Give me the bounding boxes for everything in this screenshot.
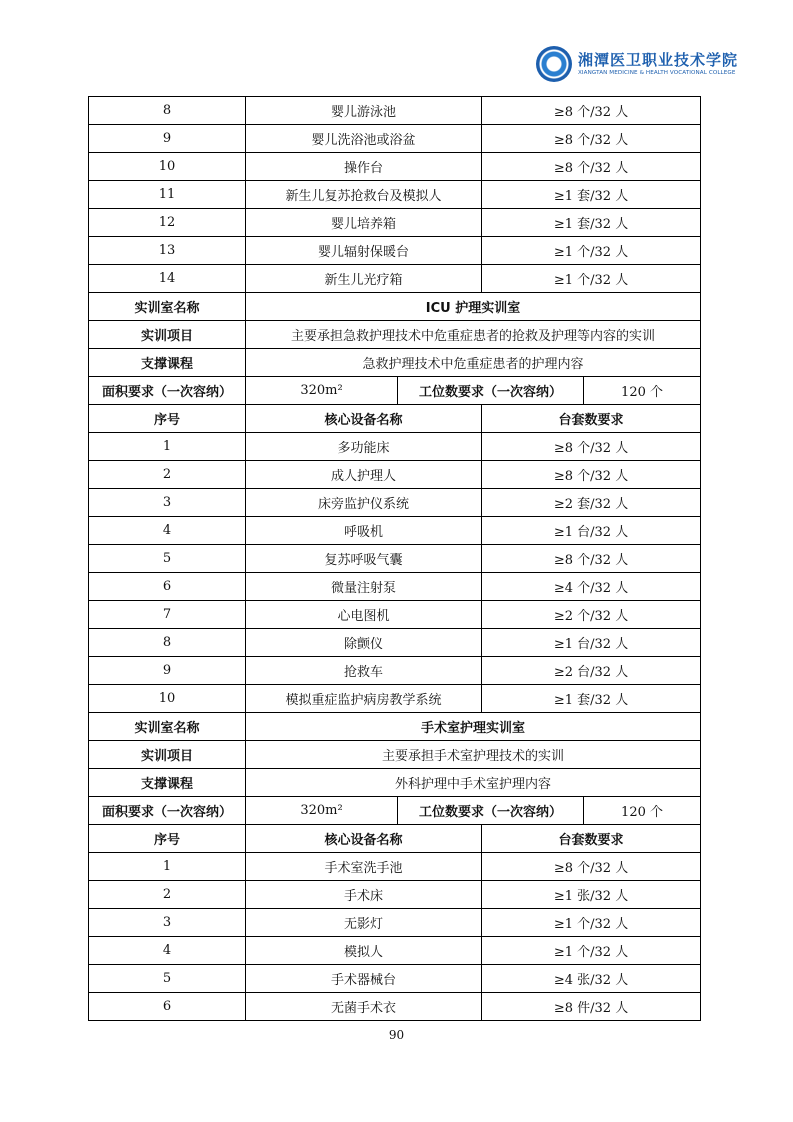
equipment-name: 多功能床 bbox=[246, 433, 482, 461]
project-label: 实训项目 bbox=[89, 741, 246, 769]
equipment-name: 婴儿辐射保暖台 bbox=[246, 237, 482, 265]
row-number: 8 bbox=[89, 629, 246, 657]
col-no-header: 序号 bbox=[89, 825, 246, 853]
row-number: 8 bbox=[89, 97, 246, 125]
equipment-name: 除颤仪 bbox=[246, 629, 482, 657]
area-label: 面积要求（一次容纳） bbox=[89, 797, 246, 825]
area-label: 面积要求（一次容纳） bbox=[89, 377, 246, 405]
project-value: 主要承担手术室护理技术的实训 bbox=[246, 741, 701, 769]
equipment-name: 呼吸机 bbox=[246, 517, 482, 545]
equipment-name: 婴儿游泳池 bbox=[246, 97, 482, 125]
row-number: 1 bbox=[89, 433, 246, 461]
equipment-table bbox=[88, 96, 701, 1021]
room-name-row bbox=[89, 293, 701, 321]
equipment-quantity: ≥2 台/32 人 bbox=[482, 657, 701, 685]
col-no-header: 序号 bbox=[89, 405, 246, 433]
stations-value: 120 个 bbox=[584, 377, 701, 405]
equipment-name: 成人护理人 bbox=[246, 461, 482, 489]
equipment-quantity: ≥1 个/32 人 bbox=[482, 265, 701, 293]
table-row bbox=[89, 237, 701, 265]
equipment-name: 新生儿复苏抢救台及模拟人 bbox=[246, 181, 482, 209]
area-value: 320m² bbox=[246, 797, 398, 825]
equipment-name: 无影灯 bbox=[246, 909, 482, 937]
equipment-quantity: ≥4 个/32 人 bbox=[482, 573, 701, 601]
row-number: 13 bbox=[89, 237, 246, 265]
row-number: 3 bbox=[89, 909, 246, 937]
table-row bbox=[89, 545, 701, 573]
table-row bbox=[89, 489, 701, 517]
table-row bbox=[89, 937, 701, 965]
equipment-quantity: ≥2 套/32 人 bbox=[482, 489, 701, 517]
room-name: ICU 护理实训室 bbox=[246, 293, 701, 321]
equipment-name: 模拟重症监护病房教学系统 bbox=[246, 685, 482, 713]
row-number: 5 bbox=[89, 545, 246, 573]
equipment-quantity: ≥8 个/32 人 bbox=[482, 545, 701, 573]
table-row bbox=[89, 461, 701, 489]
equipment-name: 婴儿洗浴池或浴盆 bbox=[246, 125, 482, 153]
equipment-quantity: ≥1 个/32 人 bbox=[482, 937, 701, 965]
row-number: 6 bbox=[89, 573, 246, 601]
page-number: 90 bbox=[388, 1028, 405, 1042]
room-name: 手术室护理实训室 bbox=[246, 713, 701, 741]
table-row bbox=[89, 517, 701, 545]
table-row bbox=[89, 97, 701, 125]
equipment-quantity: ≥1 套/32 人 bbox=[482, 685, 701, 713]
equipment-quantity: ≥8 个/32 人 bbox=[482, 97, 701, 125]
row-number: 12 bbox=[89, 209, 246, 237]
col-qty-header: 台套数要求 bbox=[482, 405, 701, 433]
row-number: 10 bbox=[89, 685, 246, 713]
equipment-name: 复苏呼吸气囊 bbox=[246, 545, 482, 573]
equipment-quantity: ≥8 个/32 人 bbox=[482, 433, 701, 461]
equipment-quantity: ≥1 个/32 人 bbox=[482, 909, 701, 937]
col-name-header: 核心设备名称 bbox=[246, 825, 482, 853]
row-number: 9 bbox=[89, 657, 246, 685]
equipment-name: 模拟人 bbox=[246, 937, 482, 965]
table-row bbox=[89, 209, 701, 237]
equipment-quantity: ≥8 个/32 人 bbox=[482, 853, 701, 881]
table-row bbox=[89, 601, 701, 629]
course-value: 外科护理中手术室护理内容 bbox=[246, 769, 701, 797]
equipment-name: 手术器械台 bbox=[246, 965, 482, 993]
table-row bbox=[89, 265, 701, 293]
course-value: 急救护理技术中危重症患者的护理内容 bbox=[246, 349, 701, 377]
project-row bbox=[89, 741, 701, 769]
table-row bbox=[89, 629, 701, 657]
row-number: 9 bbox=[89, 125, 246, 153]
course-row bbox=[89, 349, 701, 377]
row-number: 6 bbox=[89, 993, 246, 1021]
row-number: 5 bbox=[89, 965, 246, 993]
course-label: 支撑课程 bbox=[89, 349, 246, 377]
project-label: 实训项目 bbox=[89, 321, 246, 349]
table-row bbox=[89, 573, 701, 601]
row-number: 3 bbox=[89, 489, 246, 517]
col-name-header: 核心设备名称 bbox=[246, 405, 482, 433]
equipment-quantity: ≥8 个/32 人 bbox=[482, 125, 701, 153]
course-row bbox=[89, 769, 701, 797]
table-row bbox=[89, 125, 701, 153]
equipment-name: 手术室洗手池 bbox=[246, 853, 482, 881]
equipment-name: 新生儿光疗箱 bbox=[246, 265, 482, 293]
equipment-name: 床旁监护仪系统 bbox=[246, 489, 482, 517]
area-row bbox=[89, 797, 701, 825]
table-row bbox=[89, 993, 701, 1021]
project-value: 主要承担急救护理技术中危重症患者的抢救及护理等内容的实训 bbox=[246, 321, 701, 349]
equipment-quantity: ≥1 套/32 人 bbox=[482, 181, 701, 209]
equipment-quantity: ≥1 台/32 人 bbox=[482, 629, 701, 657]
equipment-name: 婴儿培养箱 bbox=[246, 209, 482, 237]
project-row bbox=[89, 321, 701, 349]
table-row bbox=[89, 881, 701, 909]
equipment-name: 操作台 bbox=[246, 153, 482, 181]
row-number: 11 bbox=[89, 181, 246, 209]
equipment-name: 手术床 bbox=[246, 881, 482, 909]
row-number: 14 bbox=[89, 265, 246, 293]
table-row bbox=[89, 685, 701, 713]
area-value: 320m² bbox=[246, 377, 398, 405]
equipment-name: 心电图机 bbox=[246, 601, 482, 629]
stations-label: 工位数要求（一次容纳） bbox=[398, 377, 584, 405]
row-number: 10 bbox=[89, 153, 246, 181]
course-label: 支撑课程 bbox=[89, 769, 246, 797]
column-header-row bbox=[89, 405, 701, 433]
equipment-quantity: ≥1 套/32 人 bbox=[482, 209, 701, 237]
college-seal-icon bbox=[536, 46, 572, 82]
table-row bbox=[89, 657, 701, 685]
room-name-row bbox=[89, 713, 701, 741]
row-number: 1 bbox=[89, 853, 246, 881]
table-row bbox=[89, 433, 701, 461]
equipment-quantity: ≥4 张/32 人 bbox=[482, 965, 701, 993]
room-name-label: 实训室名称 bbox=[89, 713, 246, 741]
row-number: 4 bbox=[89, 517, 246, 545]
equipment-quantity: ≥8 个/32 人 bbox=[482, 461, 701, 489]
col-qty-header: 台套数要求 bbox=[482, 825, 701, 853]
equipment-name: 微量注射泵 bbox=[246, 573, 482, 601]
table-row bbox=[89, 853, 701, 881]
area-row bbox=[89, 377, 701, 405]
row-number: 4 bbox=[89, 937, 246, 965]
table-row bbox=[89, 909, 701, 937]
equipment-quantity: ≥1 个/32 人 bbox=[482, 237, 701, 265]
equipment-quantity: ≥8 件/32 人 bbox=[482, 993, 701, 1021]
equipment-quantity: ≥2 个/32 人 bbox=[482, 601, 701, 629]
stations-value: 120 个 bbox=[584, 797, 701, 825]
logo-name: 湘潭医卫职业技术学院 bbox=[578, 51, 739, 69]
equipment-quantity: ≥8 个/32 人 bbox=[482, 153, 701, 181]
equipment-quantity: ≥1 台/32 人 bbox=[482, 517, 701, 545]
table-row bbox=[89, 153, 701, 181]
table-row bbox=[89, 965, 701, 993]
equipment-name: 抢救车 bbox=[246, 657, 482, 685]
table-row bbox=[89, 181, 701, 209]
college-logo bbox=[536, 46, 739, 86]
row-number: 2 bbox=[89, 461, 246, 489]
equipment-name: 无菌手术衣 bbox=[246, 993, 482, 1021]
row-number: 2 bbox=[89, 881, 246, 909]
room-name-label: 实训室名称 bbox=[89, 293, 246, 321]
stations-label: 工位数要求（一次容纳） bbox=[398, 797, 584, 825]
row-number: 7 bbox=[89, 601, 246, 629]
logo-name-en: XIANGTAN MEDICINE & HEALTH VOCATIONAL COLLEGE bbox=[578, 70, 736, 76]
equipment-quantity: ≥1 张/32 人 bbox=[482, 881, 701, 909]
column-header-row bbox=[89, 825, 701, 853]
